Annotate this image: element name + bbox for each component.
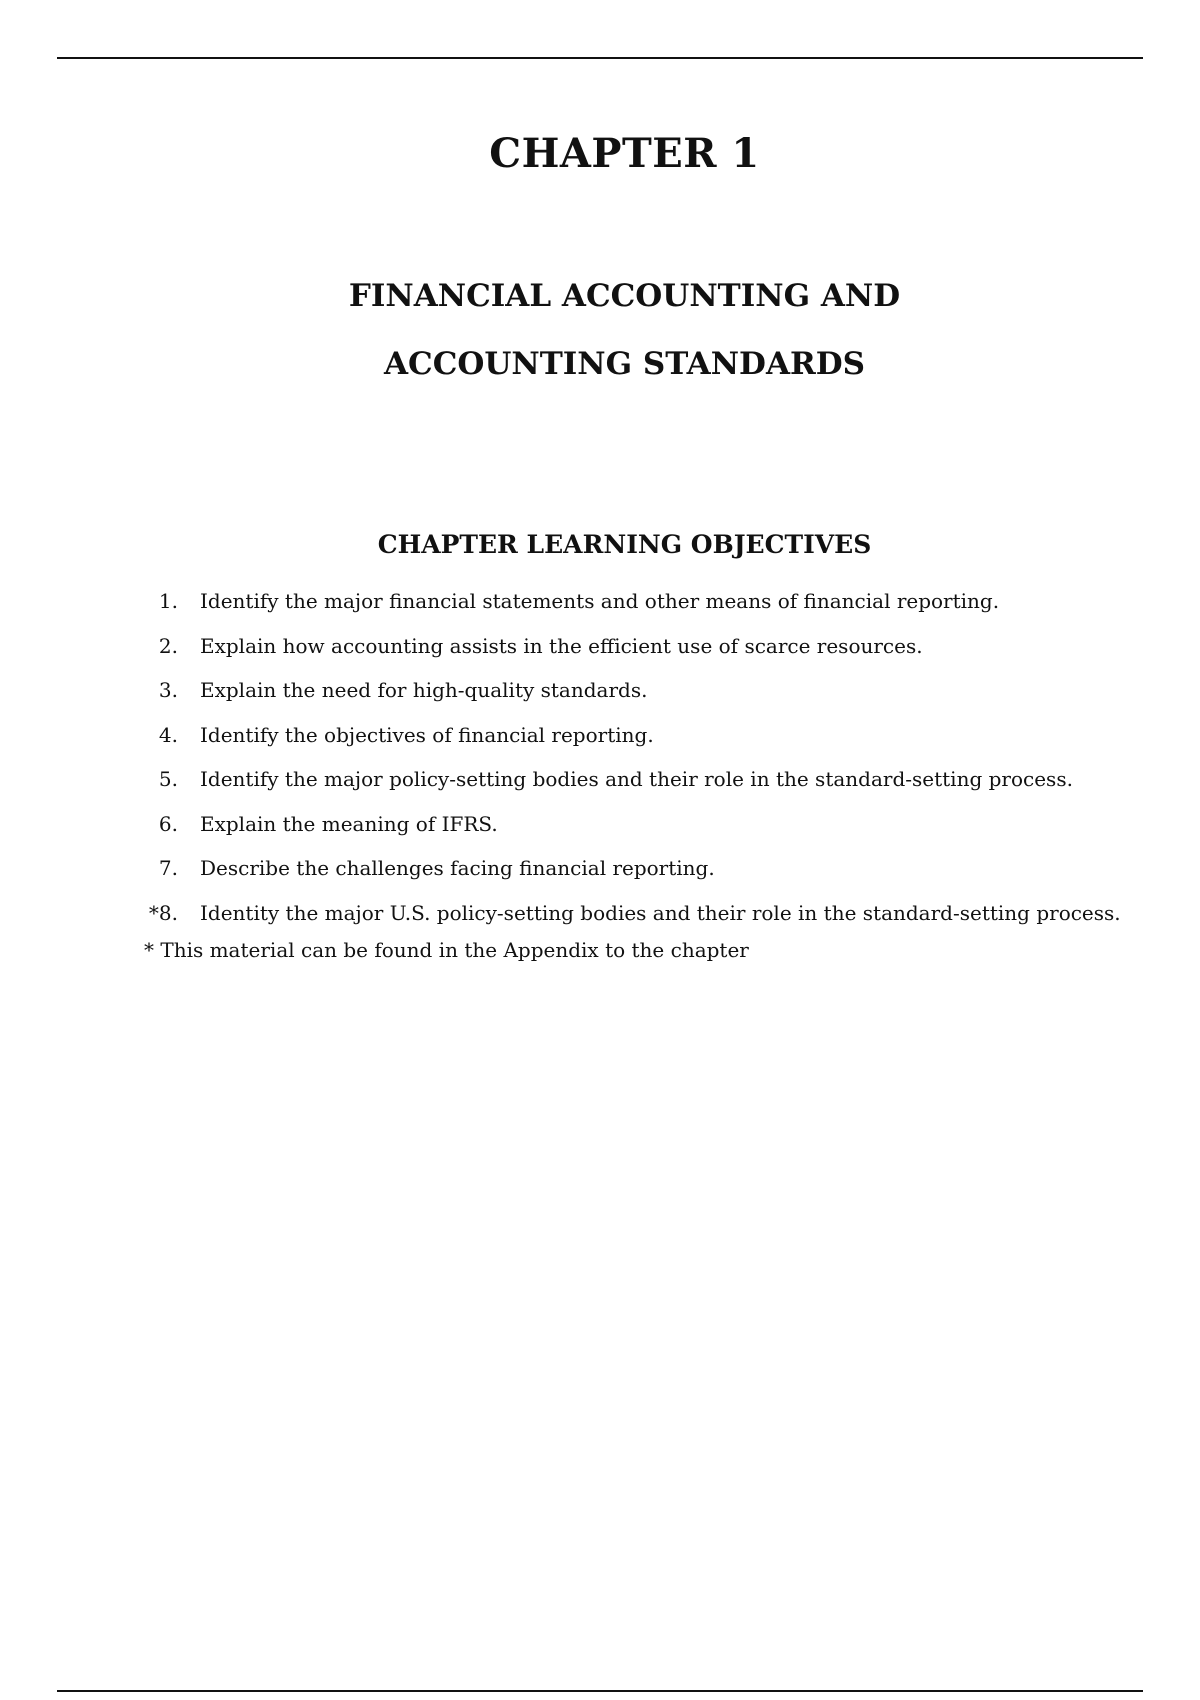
objective-text: Explain the need for high-quality standards. <box>200 678 648 702</box>
bottom-rule <box>57 1690 1143 1692</box>
objective-number: *8. <box>148 900 178 925</box>
objective-item <box>0 583 1200 628</box>
learning-objectives-heading: CHAPTER LEARNING OBJECTIVES <box>377 530 872 559</box>
top-rule <box>57 57 1143 59</box>
learning-objectives-list <box>0 583 1200 939</box>
objective-number: 6. <box>158 811 178 836</box>
objective-item <box>0 717 1200 762</box>
objective-text: Explain the meaning of IFRS. <box>200 811 498 836</box>
objective-item <box>0 628 1200 673</box>
objective-text: Identity the major U.S. policy-setting bodies and their role in the standard-setting process. <box>200 900 1121 925</box>
chapter-title: CHAPTER 1 <box>489 130 760 177</box>
objective-item <box>0 806 1200 851</box>
chapter-subtitle-line-2: ACCOUNTING STANDARDS <box>383 346 866 382</box>
objective-text: Identify the major policy-setting bodies and their role in the standard-setting process. <box>200 767 1073 791</box>
objective-item <box>0 850 1200 895</box>
objective-number: 1. <box>158 589 178 613</box>
objective-number: 7. <box>158 856 178 880</box>
objective-number: 5. <box>158 767 178 791</box>
objective-text: Describe the challenges facing financial reporting. <box>200 856 715 880</box>
objective-text: Identify the objectives of financial reporting. <box>200 722 654 747</box>
objective-item <box>0 895 1200 940</box>
objective-text: Identify the major financial statements and other means of financial reporting. <box>200 589 1000 613</box>
objective-item <box>0 672 1200 717</box>
objective-number: 2. <box>158 633 178 658</box>
appendix-footnote: * This material can be found in the Appendix to the chapter <box>144 938 749 962</box>
objective-number: 3. <box>158 678 178 702</box>
objective-text: Explain how accounting assists in the efficient use of scarce resources. <box>200 633 923 658</box>
chapter-subtitle-line-1: FINANCIAL ACCOUNTING AND <box>348 278 901 314</box>
objective-item <box>0 761 1200 806</box>
objective-number: 4. <box>158 722 178 747</box>
